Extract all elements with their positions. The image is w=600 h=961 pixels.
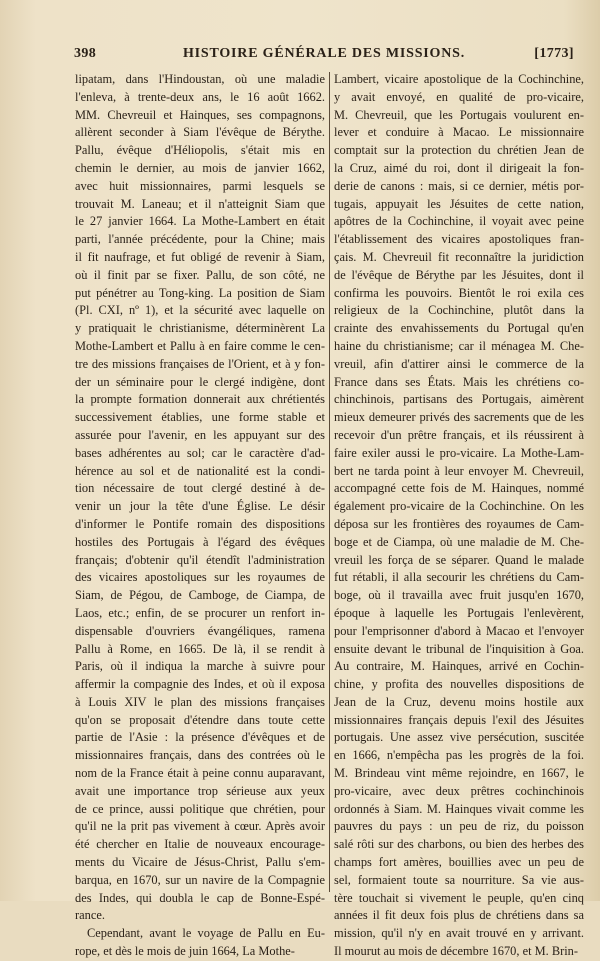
text-line: MM. Chevreuil et Hainques, ses compagnons, [75,107,325,122]
running-title: HISTOIRE GÉNÉRALE DES MISSIONS. [182,46,466,61]
text-line: Paris, où il indiqua la marche à suivre pour [75,659,325,674]
text-line: comptait sur la protection du chrétien Jean de [334,143,584,158]
text-line: chemin le dernier, au mois de janvier 1662, [75,160,325,175]
text-line: France dans ses États. Mais les chrétiens co- [334,374,584,389]
text-line: (Pl. CXI, nº 1), et la sécurité avec laquelle on [75,303,325,318]
text-line: époque à laquelle les Portugais l'enlevèrent, [334,605,584,620]
text-line: sel, formaient toute sa nourriture. Sa vie aus- [334,872,584,887]
header-year: [1773] [534,46,574,61]
text-line: lever et conduire à Macao. Le missionnaire [334,125,584,140]
text-line: également pro-vicaire de la Cochinchine. On les [334,499,584,514]
text-line: missionnaires français, dans des contrées où le [75,748,325,763]
column-divider [329,72,330,892]
text-line: derie de canons : mais, si ce dernier, métis por- [334,178,584,193]
text-line: M. Brindeau vint même rejoindre, en 1667, le [334,766,584,781]
text-line: le 27 janvier 1664. La Mothe-Lambert en était [75,214,325,229]
text-line: avait une importance trop sérieuse aux yeux [75,783,325,798]
running-header [74,46,574,66]
text-line: pauvres du pays : un peu de riz, du poisson [334,819,584,834]
text-line: en 1666, n'empêcha pas les progrès de la foi. [334,748,584,763]
text-line: successivement établies, une forme stable et [75,410,325,425]
text-line: chine, y profita des nouvelles dispositions de [334,677,584,692]
text-line: portugais. Une assez vive persécution, suscitée [334,730,584,745]
text-line: faire exiler aussi le pro-vicaire. La Mothe-Lam- [334,445,584,460]
text-line: boge, où il travailla avec fruit jusqu'en 1670, [334,588,584,603]
text-line: hérence au sol et de nationalité est la condi- [75,463,325,478]
text-line: missionnaires français depuis l'exil des Jésuites [334,712,584,727]
text-line: religieux de la Cochinchine, plutôt dans la [334,303,584,318]
text-line: Mothe-Lambert et Pallu à en faire comme le cen- [75,338,325,353]
text-line: l'établissement des vicaires apostoliques fran- [334,232,584,247]
text-line: années il fit deux fois plus de chrétiens dans sa [334,908,584,923]
text-line: y avait envoyé, en qualité de pro-vicaire, [334,89,584,104]
text-line: la prompte formation donnerait aux chrétientés [75,392,325,407]
text-line: Il mourut au mois de décembre 1670, et M. Brin- [334,944,578,959]
text-line: il fit naufrage, et fut obligé de revenir à Siam, [75,249,325,264]
text-line: tugais, appuyait les Jésuites de cette nation, [334,196,584,211]
text-line: chinchinois, partisans des Portugais, aimèrent [334,392,584,407]
text-line: l'enleva, à trente-deux ans, le 16 août 1662. [75,89,325,104]
text-line: Siam, de Pégou, de Camboge, de Ciampa, de [75,588,325,603]
text-line: rance. [75,908,105,923]
text-line: assurée pour l'avenir, en les appuyant sur des [75,427,325,442]
text-line: pour l'emprisonner d'abord à Macao et l'envoyer [334,623,584,638]
text-line: d'informer le Pontife romain des dispositions [75,516,325,531]
text-line: fut rétabli, il alla secourir les chrétiens du Cam- [334,570,584,585]
text-line: dispensable d'ouvriers évangéliques, ramena [75,623,325,638]
text-line: lipatam, dans l'Hindoustan, où une maladie [75,72,325,86]
text-line: ordonnés à Siam. M. Hainques vivait comme les [334,801,584,816]
left-text-column [75,71,325,961]
text-line: M. Chevreuil, que les Portugais voulurent en- [334,107,584,122]
text-line: Laos, etc.; enfin, de se procurer un renfort in- [75,605,325,620]
text-line: pro-vicaire, avec deux prêtres cochinchinois [334,783,584,798]
text-line: ments du Vicaire de Jésus-Christ, Pallu s'em- [75,855,325,870]
text-line: français; d'obtenir qu'il étendît l'administration [75,552,325,567]
text-line: Jean de la Cruz, devenu moins hostile aux [334,694,584,709]
text-line: ensuite devant le tribunal de l'inquisition à Goa. [334,641,584,656]
text-line: tion nécessaire de tout clergé destiné à de- [75,481,325,496]
text-line: y pratiquait le christianisme, déterminèrent La [75,321,325,336]
text-line: partie de l'Asie : la présence d'évêques et de [75,730,325,745]
text-line: la Cruz, aimé du roi, dont il dirigeait la fon- [334,160,584,175]
text-line: été chercher en Italie de nouveaux encourage- [75,837,325,852]
text-line: qu'on se proposait d'étendre dans toute cette [75,712,325,727]
text-line: recevoir d'un prêtre français, et ils réussirent à [334,427,584,442]
text-line: tre des missions françaises de l'Orient, et à y fon- [75,356,325,371]
text-line: Cependant, avant le voyage de Pallu en Eu- [87,926,325,941]
text-line: bert ne tarda point à leur envoyer M. Chevreuil, [334,463,584,478]
text-line: des Indes, qui doubla le cap de Bonne-Espé- [75,890,325,905]
text-line: avec huit missionnaires, parmi lesquels se [75,178,325,193]
text-line: venir un jour la tête d'une Église. Le désir [75,499,325,514]
text-line: çais. M. Chevreuil fit reconnaître la juridiction [334,249,584,264]
text-line: parti, l'année précédente, pour la Chine; mais [75,232,325,247]
text-line: Pallu, évêque d'Héliopolis, s'était mis en [75,143,325,158]
text-line: der un séminaire pour le clergé indigène, dont [75,374,325,389]
page-number: 398 [74,46,97,61]
text-line: de l'évêque de Bérythe par les Jésuites, dont il [334,267,584,282]
text-line: tère touchait si vivement le peuple, qu'en cinq [334,890,584,905]
text-line: qu'il ne la prit pas vivement à cœur. Après avoir [75,819,325,834]
text-line: Pallu à Rome, en 1665. De là, il se rendit à [75,641,325,656]
text-line: allèrent seconder à Siam l'évêque de Bérythe. [75,125,325,140]
text-line: champs fort amères, bouillies avec un peu de [334,855,584,870]
right-text-column [334,71,584,961]
text-line: affermir la compagnie des Indes, et où il exposa [75,677,325,692]
text-line: vreuil les força de se séparer. Quand le malade [334,552,584,567]
text-line: confirma les pouvoirs. Bientôt le roi exila ces [334,285,584,300]
text-line: salé rôti sur des charbons, ou bien des herbes des [334,837,584,852]
text-line: où il finit par se fixer. Pallu, de son côté, ne [75,267,325,282]
text-line: Lambert, vicaire apostolique de la Cochinchine, [334,72,584,86]
text-line: des vicaires apostoliques sur les royaumes de [75,570,325,585]
text-line: vreuil, afin d'attirer ainsi le commerce de la [334,356,584,371]
text-line: rope, et dès le mois de juin 1664, La Mothe- [75,944,295,959]
text-line: boge et de Ciampa, où une maladie de M. Che- [334,534,584,549]
text-line: mieux demeurer privés des sacrements que de les [334,410,584,425]
text-line: barqua, en 1670, sur un navire de la Compagnie [75,872,325,887]
text-line: nom de la France était à peine connu auparavant, [75,766,325,781]
text-line: de ce prince, aussi politique que chrétien, pour [75,801,325,816]
text-line: trouvait M. Laneau; et il n'atteignit Siam que [75,196,325,211]
text-line: déposa sur les frontières des royaumes de Cam- [334,516,584,531]
text-line: mission, qu'il n'y en avait trouvé en y arrivant. [334,926,584,941]
text-line: à Louis XIV le plan des missions françaises [75,694,325,709]
text-line: bases adhérentes au sol; car le caractère d'ad- [75,445,325,460]
text-line: Au contraire, M. Hainques, arrivé en Cochin- [334,659,584,674]
text-line: haine du christianisme; car il ménagea M. Che- [334,338,584,353]
text-line: crainte des envahissements du Portugal qu'en [334,321,584,336]
text-line: hostiles des Portugais à l'égard des évêques [75,534,325,549]
text-line: accompagné cette fois de M. Hainques, nommé [334,481,584,496]
text-line: apôtres de la Cochinchine, il voyait avec peine [334,214,584,229]
text-line: put pénétrer au Tong-king. La position de Siam [75,285,325,300]
